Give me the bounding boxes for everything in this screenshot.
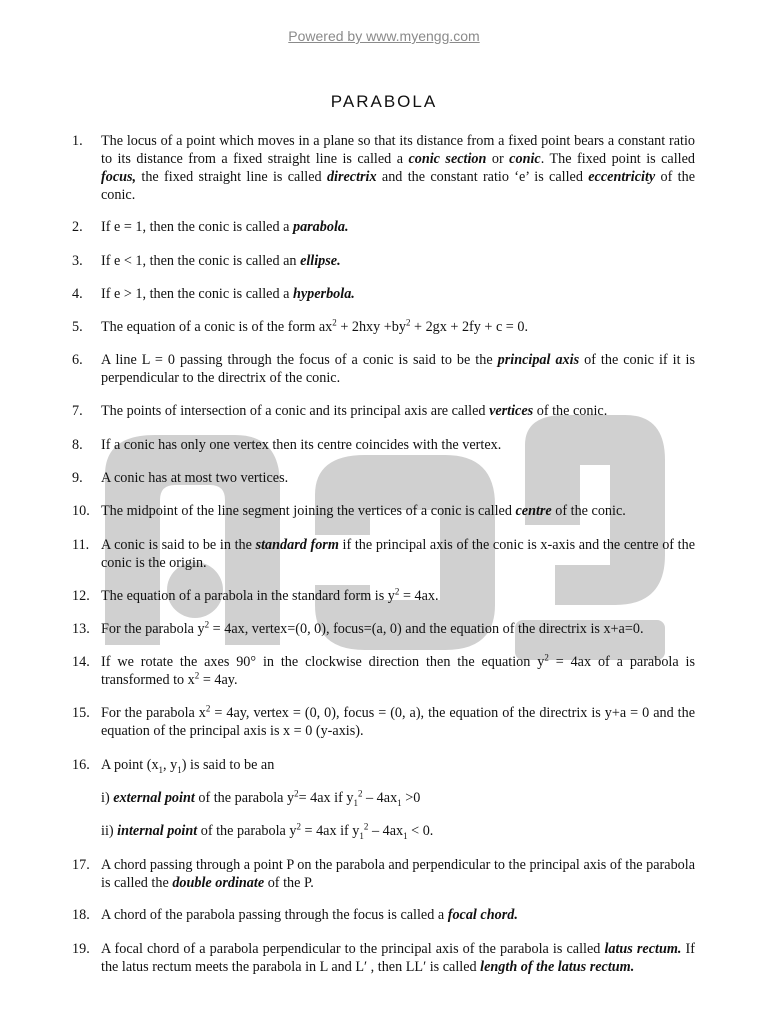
sub-item-external-point: i) external point of the parabola $y^2= 4ax$ if $y_1^2 - 4ax_1 >0$ xyxy=(101,788,421,808)
page-title: PARABOLA xyxy=(330,92,438,111)
sub-item-internal-point: ii) internal point of the parabola $y^2 = 4ax$ if $y_1^2 - 4ax_1 < 0$. xyxy=(101,821,434,841)
powered-by-link[interactable]: Powered by www.myengg.com xyxy=(288,28,480,44)
